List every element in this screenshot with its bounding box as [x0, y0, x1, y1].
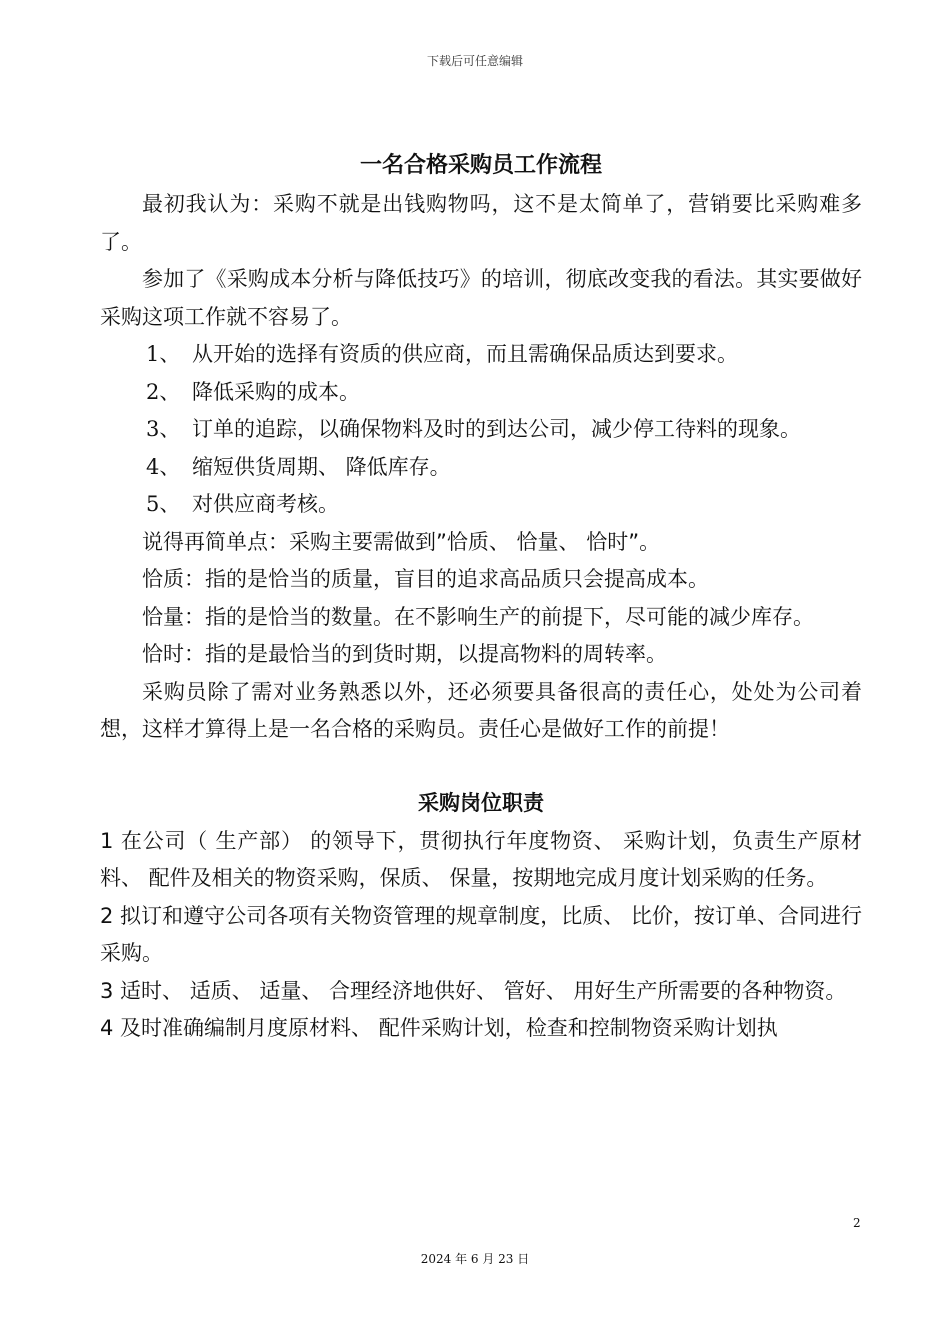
page-number: 2 [853, 1216, 861, 1230]
list-item: 1、 从开始的选择有资质的供应商，而且需确保品质达到要求。 [146, 342, 738, 366]
duty-item: 3 适时、 适质、 适量、 合理经济地供好、 管好、 用好生产所需要的各种物资。 [100, 978, 847, 1003]
page-header: 下载后可任意编辑 [426, 54, 523, 68]
list-item: 3、 订单的追踪，以确保物料及时的到达公司，减少停工待料的现象。 [146, 417, 801, 441]
body-paragraph: 恰时：指的是最恰当的到货时期，以提高物料的周转率。 [142, 642, 667, 666]
list-item: 4、 缩短供货周期、 降低库存。 [146, 454, 451, 479]
duty-item: 4 及时准确编制月度原材料、 配件采购计划，检查和控制物资采购计划执 [100, 1016, 778, 1040]
duty-item: 2 拟订和遵守公司各项有关物资管理的规章制度，比质、 比价，按订单、合同进行采购。 [100, 903, 862, 965]
body-paragraph: 恰量：指的是恰当的数量。在不影响生产的前提下，尽可能的减少库存。 [142, 604, 814, 629]
duty-item: 1 在公司（ 生产部） 的领导下，贯彻执行年度物资、 采购计划，负责生产原材料、 配件及相关的物资采购，保质、 保量，按期地完成月度计划采购的任务。 [100, 828, 862, 890]
list-item: 2、 降低采购的成本。 [146, 379, 360, 404]
list-item: 5、 对供应商考核。 [146, 492, 339, 516]
page-footer-date: 2024 年 6 月 23 日 [420, 1252, 530, 1266]
intro-paragraph: 参加了《采购成本分析与降低技巧》的培训，彻底改变我的看法。其实要做好采购这项工作就不容易了。 [100, 267, 862, 329]
section-gap [100, 749, 862, 783]
body-paragraph: 说得再简单点：采购主要需做到”恰质、 恰量、 恰时”。 [142, 529, 661, 554]
intro-paragraph: 最初我认为：采购不就是出钱购物吗，这不是太简单了，营销要比采购难多了。 [100, 192, 862, 254]
document-title: 一名合格采购员工作流程 [359, 153, 602, 178]
section-title: 采购岗位职责 [418, 790, 544, 815]
body-paragraph: 恰质：指的是恰当的质量，盲目的追求高品质只会提高成本。 [142, 567, 709, 591]
body-paragraph: 采购员除了需对业务熟悉以外，还必须要具备很高的责任心，处处为公司着想，这样才算得上是一名合格的采购员。责任心是做好工作的前提！ [100, 679, 862, 741]
document-body [100, 146, 862, 1048]
